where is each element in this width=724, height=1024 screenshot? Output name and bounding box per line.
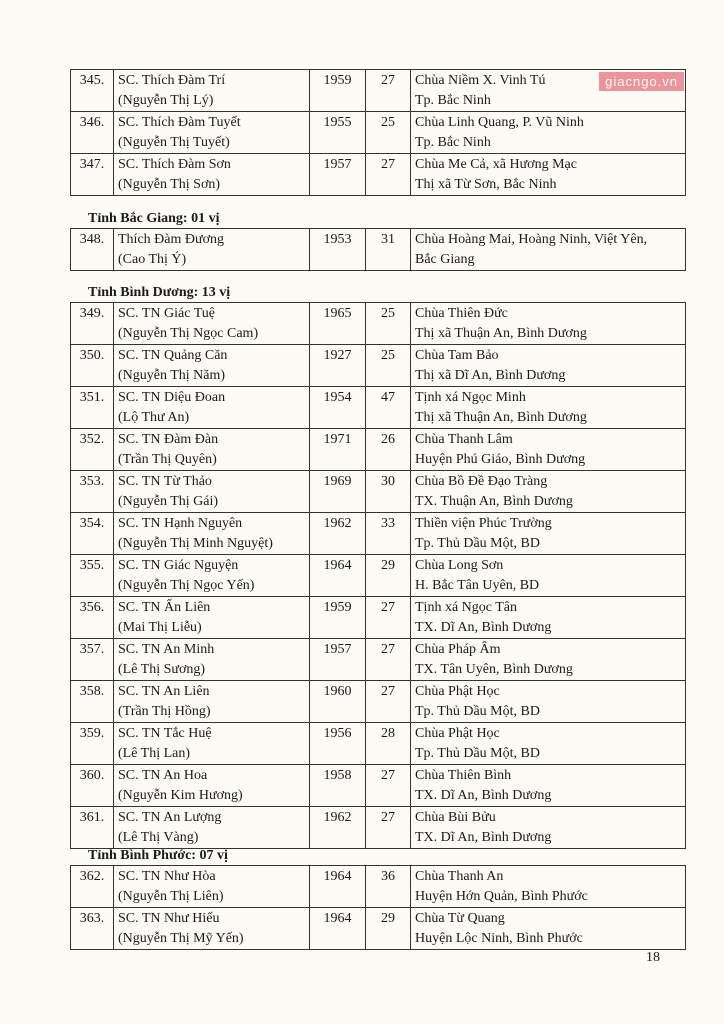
name-cell [114, 807, 310, 849]
row-number: 359. [71, 723, 114, 765]
row-number: 360. [71, 765, 114, 807]
ordination-years: 25 [366, 112, 411, 154]
table-row [71, 555, 686, 597]
temple-location: TX. Thuận An, Bình Dương [415, 494, 573, 509]
monastic-name: SC. TN Tắc Huệ [118, 726, 212, 741]
birth-year: 1956 [310, 723, 366, 765]
temple-name: Chùa Tam Bảo [415, 348, 499, 363]
ordination-years: 29 [366, 555, 411, 597]
lay-name: (Mai Thị Liễu) [118, 620, 202, 635]
monastic-name: SC. TN Hạnh Nguyên [118, 516, 243, 531]
address-cell [411, 866, 686, 908]
birth-year: 1971 [310, 429, 366, 471]
name-cell [114, 765, 310, 807]
table-row [71, 639, 686, 681]
row-number: 358. [71, 681, 114, 723]
lay-name: (Nguyễn Thị Liên) [118, 889, 224, 904]
temple-name: Chùa Thiên Bình [415, 768, 512, 783]
monastic-name: SC. TN Quảng Căn [118, 348, 228, 363]
address-cell [411, 807, 686, 849]
address-cell [411, 345, 686, 387]
ordination-years: 25 [366, 303, 411, 345]
row-number: 355. [71, 555, 114, 597]
row-number: 350. [71, 345, 114, 387]
address-cell [411, 513, 686, 555]
temple-name: Chùa Bùi Bửu [415, 810, 496, 825]
row-number: 356. [71, 597, 114, 639]
temple-name: Chùa Pháp Âm [415, 642, 501, 657]
name-cell [114, 723, 310, 765]
section-heading-bac-giang: Tỉnh Bắc Giang: 01 vị [88, 211, 220, 226]
birth-year: 1962 [310, 513, 366, 555]
row-number: 345. [71, 70, 114, 112]
temple-name: Thiền viện Phúc Trường [415, 516, 552, 531]
monastic-name: SC. TN Đàm Đàn [118, 432, 219, 447]
table-row [71, 908, 686, 950]
lay-name: (Nguyễn Thị Gái) [118, 494, 219, 509]
name-cell [114, 597, 310, 639]
monastic-name: SC. TN Như Hiếu [118, 911, 220, 926]
table-row [71, 807, 686, 849]
temple-name: Tịnh xá Ngọc Tân [415, 600, 517, 615]
row-number: 363. [71, 908, 114, 950]
address-cell [411, 908, 686, 950]
lay-name: (Trần Thị Hồng) [118, 704, 211, 719]
ordination-years: 27 [366, 807, 411, 849]
address-cell [411, 229, 686, 271]
table-row [71, 765, 686, 807]
ordination-years: 30 [366, 471, 411, 513]
table-row [71, 681, 686, 723]
section-heading-binh-duong: Tỉnh Bình Dương: 13 vị [88, 285, 231, 300]
birth-year: 1959 [310, 597, 366, 639]
temple-location: Tp. Bắc Ninh [415, 135, 491, 150]
temple-name: Chùa Long Sơn [415, 558, 504, 573]
name-cell [114, 639, 310, 681]
address-cell [411, 555, 686, 597]
lay-name: (Nguyễn Kim Hương) [118, 788, 243, 803]
address-cell [411, 471, 686, 513]
temple-location: Tp. Thủ Dầu Một, BD [415, 746, 540, 761]
table-row [71, 429, 686, 471]
name-cell [114, 70, 310, 112]
row-number: 347. [71, 154, 114, 196]
lay-name: (Nguyễn Thị Tuyết) [118, 135, 230, 150]
monastic-name: SC. Thích Đàm Tuyết [118, 115, 241, 130]
monastic-name: SC. TN Diệu Đoan [118, 390, 226, 405]
row-number: 349. [71, 303, 114, 345]
ordination-years: 31 [366, 229, 411, 271]
table-row [71, 513, 686, 555]
lay-name: (Nguyễn Thị Ngọc Cam) [118, 326, 259, 341]
birth-year: 1969 [310, 471, 366, 513]
temple-name: Chùa Niềm X. Vinh Tú [415, 73, 546, 88]
temple-location: Bắc Giang [415, 252, 475, 267]
temple-name: Chùa Me Cả, xã Hương Mạc [415, 157, 577, 172]
birth-year: 1964 [310, 866, 366, 908]
temple-name: Chùa Thanh Lâm [415, 432, 513, 447]
name-cell [114, 154, 310, 196]
lay-name: (Nguyễn Thị Mỹ Yến) [118, 931, 244, 946]
monastic-name: Thích Đàm Đương [118, 232, 224, 247]
row-number: 362. [71, 866, 114, 908]
lay-name: (Nguyễn Thị Ngọc Yến) [118, 578, 255, 593]
temple-location: Huyện Lộc Ninh, Bình Phước [415, 931, 583, 946]
birth-year: 1964 [310, 908, 366, 950]
ordination-years: 26 [366, 429, 411, 471]
ordination-years: 27 [366, 639, 411, 681]
address-cell [411, 639, 686, 681]
table-row [71, 866, 686, 908]
address-cell [411, 429, 686, 471]
temple-name: Chùa Bồ Đề Đạo Tràng [415, 474, 548, 489]
name-cell [114, 555, 310, 597]
monastic-name: SC. TN Giác Tuệ [118, 306, 215, 321]
name-cell [114, 908, 310, 950]
ordination-years: 27 [366, 597, 411, 639]
temple-location: TX. Dĩ An, Bình Dương [415, 620, 552, 635]
temple-location: Tp. Thủ Dầu Một, BD [415, 536, 540, 551]
monastic-name: SC. TN Giác Nguyện [118, 558, 239, 573]
lay-name: (Nguyễn Thị Minh Nguyệt) [118, 536, 273, 551]
monastic-name: SC. TN An Hoa [118, 768, 208, 783]
temple-name: Chùa Hoàng Mai, Hoàng Ninh, Việt Yên, [415, 232, 648, 247]
table-row [71, 303, 686, 345]
row-number: 361. [71, 807, 114, 849]
address-cell [411, 765, 686, 807]
row-number: 348. [71, 229, 114, 271]
table-row [71, 154, 686, 196]
ordination-years: 27 [366, 765, 411, 807]
row-number: 352. [71, 429, 114, 471]
ordination-years: 36 [366, 866, 411, 908]
monastic-name: SC. TN Ấn Liên [118, 600, 211, 615]
table-section-1 [70, 228, 686, 271]
table-row [71, 471, 686, 513]
temple-location: Tp. Thủ Dầu Một, BD [415, 704, 540, 719]
birth-year: 1964 [310, 555, 366, 597]
ordination-years: 47 [366, 387, 411, 429]
name-cell [114, 866, 310, 908]
page-number: 18 [646, 950, 660, 965]
ordination-years: 29 [366, 908, 411, 950]
table-row [71, 345, 686, 387]
row-number: 351. [71, 387, 114, 429]
address-cell [411, 70, 686, 112]
table-section-3 [70, 865, 686, 950]
name-cell [114, 112, 310, 154]
table-row [71, 112, 686, 154]
birth-year: 1960 [310, 681, 366, 723]
lay-name: (Nguyễn Thị Năm) [118, 368, 226, 383]
address-cell [411, 597, 686, 639]
address-cell [411, 681, 686, 723]
temple-location: Tp. Bắc Ninh [415, 93, 491, 108]
birth-year: 1954 [310, 387, 366, 429]
birth-year: 1958 [310, 765, 366, 807]
lay-name: (Trần Thị Quyên) [118, 452, 217, 467]
name-cell [114, 229, 310, 271]
temple-location: H. Bắc Tân Uyên, BD [415, 578, 540, 593]
address-cell [411, 387, 686, 429]
address-cell [411, 303, 686, 345]
temple-location: TX. Tân Uyên, Bình Dương [415, 662, 573, 677]
row-number: 353. [71, 471, 114, 513]
lay-name: (Nguyễn Thị Lý) [118, 93, 214, 108]
temple-location: Thị xã Dĩ An, Bình Dương [415, 368, 566, 383]
table-row [71, 387, 686, 429]
address-cell [411, 154, 686, 196]
name-cell [114, 345, 310, 387]
section-heading-binh-phuoc: Tỉnh Bình Phước: 07 vị [88, 848, 228, 863]
lay-name: (Cao Thị Ý) [118, 252, 187, 267]
lay-name: (Lê Thị Lan) [118, 746, 191, 761]
address-cell [411, 112, 686, 154]
lay-name: (Lê Thị Sương) [118, 662, 206, 677]
monastic-name: SC. Thích Đàm Sơn [118, 157, 231, 172]
ordination-years: 27 [366, 681, 411, 723]
table-section-2 [70, 302, 686, 849]
monastic-name: SC. TN An Minh [118, 642, 215, 657]
temple-name: Chùa Thiên Đức [415, 306, 508, 321]
name-cell [114, 387, 310, 429]
name-cell [114, 471, 310, 513]
ordination-years: 27 [366, 70, 411, 112]
temple-location: Thị xã Từ Sơn, Bắc Ninh [415, 177, 557, 192]
birth-year: 1957 [310, 639, 366, 681]
watermark-logo: giacngo.vn [599, 72, 684, 91]
name-cell [114, 513, 310, 555]
temple-location: TX. Dĩ An, Bình Dương [415, 830, 552, 845]
temple-name: Tịnh xá Ngọc Minh [415, 390, 526, 405]
table-row [71, 723, 686, 765]
lay-name: (Nguyễn Thị Sơn) [118, 177, 221, 192]
monastic-name: SC. TN An Liên [118, 684, 210, 699]
birth-year: 1962 [310, 807, 366, 849]
monastic-name: SC. Thích Đàm Trí [118, 73, 226, 88]
temple-location: Thị xã Thuận An, Bình Dương [415, 410, 587, 425]
temple-name: Chùa Thanh An [415, 869, 504, 884]
birth-year: 1955 [310, 112, 366, 154]
table-row [71, 70, 686, 112]
address-cell [411, 723, 686, 765]
monastic-name: SC. TN An Lượng [118, 810, 222, 825]
monastic-name: SC. TN Từ Thảo [118, 474, 212, 489]
monastic-name: SC. TN Như Hòa [118, 869, 216, 884]
birth-year: 1957 [310, 154, 366, 196]
table-section-0 [70, 69, 686, 196]
table-row [71, 229, 686, 271]
name-cell [114, 429, 310, 471]
row-number: 346. [71, 112, 114, 154]
birth-year: 1953 [310, 229, 366, 271]
temple-location: Thị xã Thuận An, Bình Dương [415, 326, 587, 341]
name-cell [114, 303, 310, 345]
birth-year: 1959 [310, 70, 366, 112]
temple-name: Chùa Linh Quang, P. Vũ Ninh [415, 115, 584, 130]
row-number: 357. [71, 639, 114, 681]
lay-name: (Lê Thị Vàng) [118, 830, 199, 845]
birth-year: 1927 [310, 345, 366, 387]
temple-name: Chùa Từ Quang [415, 911, 505, 926]
temple-name: Chùa Phật Học [415, 726, 500, 741]
table-row [71, 597, 686, 639]
lay-name: (Lộ Thư An) [118, 410, 190, 425]
ordination-years: 28 [366, 723, 411, 765]
ordination-years: 33 [366, 513, 411, 555]
name-cell [114, 681, 310, 723]
ordination-years: 25 [366, 345, 411, 387]
ordination-years: 27 [366, 154, 411, 196]
temple-location: Huyện Phú Giáo, Bình Dương [415, 452, 586, 467]
birth-year: 1965 [310, 303, 366, 345]
temple-name: Chùa Phật Học [415, 684, 500, 699]
row-number: 354. [71, 513, 114, 555]
temple-location: TX. Dĩ An, Bình Dương [415, 788, 552, 803]
temple-location: Huyện Hớn Quản, Bình Phước [415, 889, 588, 904]
